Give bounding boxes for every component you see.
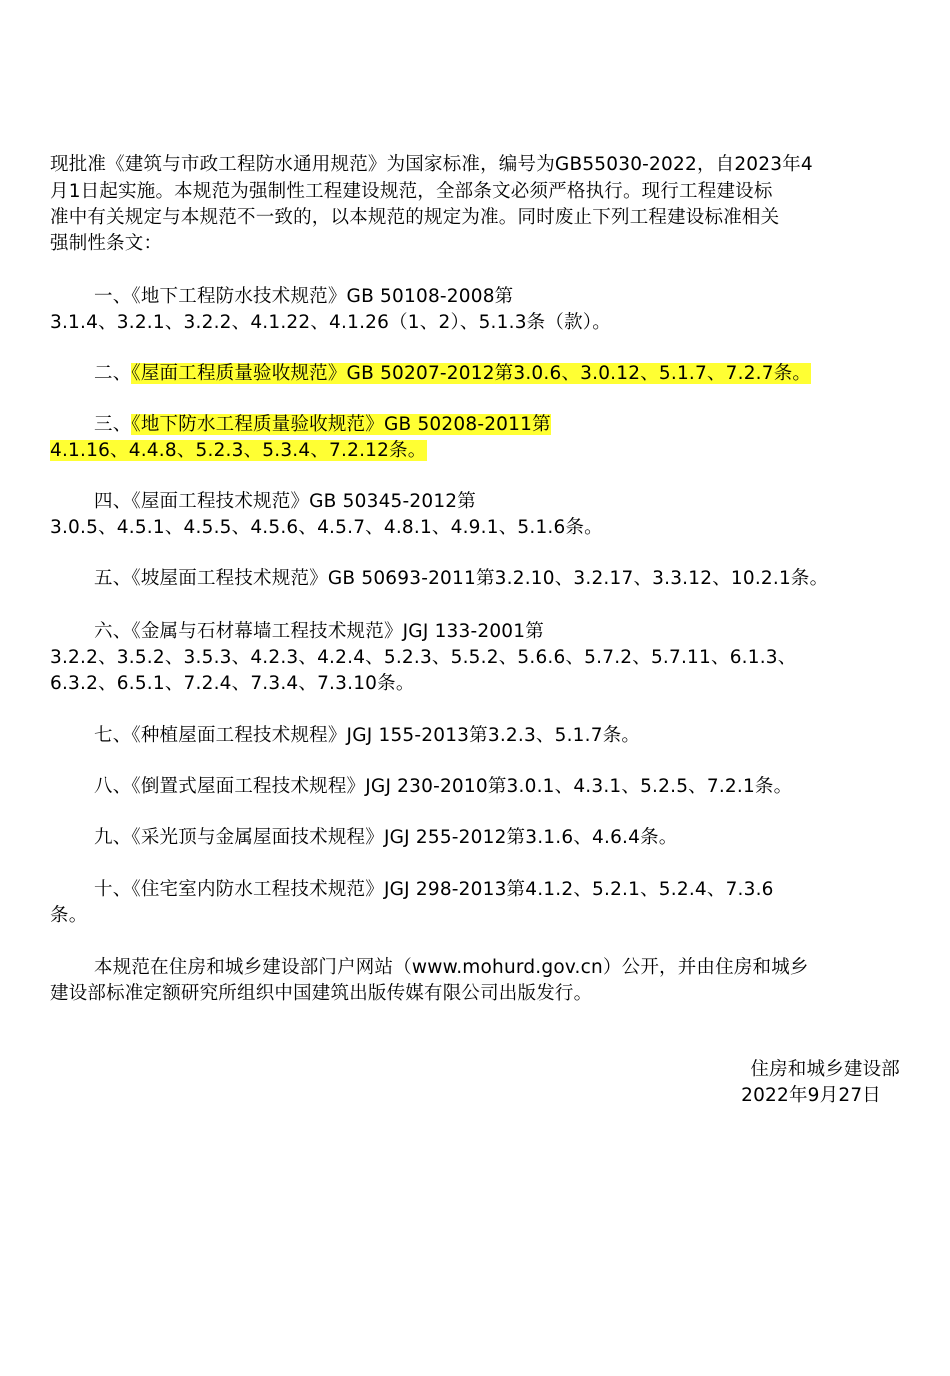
intro-line-3: 准中有关规定与本规范不一致的，以本规范的规定为准。同时废止下列工程建设标准相关 [50, 207, 780, 228]
signature-date: 2022年9月27日 [741, 1085, 881, 1106]
signature-org: 住房和城乡建设部 [750, 1059, 900, 1080]
item-6-title: 六、《金属与石材幕墙工程技术规范》JGJ 133-2001第 [94, 621, 544, 642]
item-10-end: 条。 [50, 905, 88, 926]
intro-line-2: 月1日起实施。本规范为强制性工程建设规范，全部条文必须严格执行。现行工程建设标 [50, 181, 773, 202]
item-2 [94, 361, 811, 387]
item-4-title: 四、《屋面工程技术规范》GB 50345-2012第 [94, 491, 476, 512]
item-2-prefix: 二、 [94, 363, 132, 384]
item-6-clauses-1: 3.2.2、3.5.2、3.5.3、4.2.3、4.2.4、5.2.3、5.5.2、5.6.6、5.7.2、5.7.11、6.1.3、 [50, 647, 797, 668]
item-3-highlighted-title: 《地下防水工程质量验收规范》GB 50208-2011第 [131, 414, 551, 435]
item-5: 五、《坡屋面工程技术规范》GB 50693-2011第3.2.10、3.2.17、3.3.12、10.2.1条。 [94, 568, 829, 589]
item-3-prefix: 三、 [94, 414, 132, 435]
item-2-highlighted-text: 《屋面工程质量验收规范》GB 50207-2012第3.0.6、3.0.12、5.1.7、7.2.7条。 [131, 363, 812, 384]
item-6-clauses-2: 6.3.2、6.5.1、7.2.4、7.3.4、7.3.10条。 [50, 673, 415, 694]
item-4-clauses: 3.0.5、4.5.1、4.5.5、4.5.6、4.5.7、4.8.1、4.9.1、5.1.6条。 [50, 517, 603, 538]
intro-line-1: 现批准《建筑与市政工程防水通用规范》为国家标准，编号为GB55030-2022，自2023年4 [50, 154, 813, 175]
item-8: 八、《倒置式屋面工程技术规程》JGJ 230-2010第3.0.1、4.3.1、5.2.5、7.2.1条。 [94, 776, 793, 797]
item-3-highlighted-clauses: 4.1.16、4.4.8、5.2.3、5.3.4、7.2.12条。 [50, 440, 427, 461]
item-3-clauses-line [50, 438, 427, 464]
intro-line-4: 强制性条文： [50, 233, 163, 254]
item-3-title [94, 412, 551, 438]
closing-line-1: 本规范在住房和城乡建设部门户网站（www.mohurd.gov.cn）公开，并由住房和城乡 [94, 957, 809, 978]
closing-line-2: 建设部标准定额研究所组织中国建筑出版传媒有限公司出版发行。 [50, 983, 593, 1004]
item-1-clauses: 3.1.4、3.2.1、3.2.2、4.1.22、4.1.26（1、2）、5.1.3条（款）。 [50, 312, 611, 333]
item-7: 七、《种植屋面工程技术规程》JGJ 155-2013第3.2.3、5.1.7条。 [94, 725, 641, 746]
item-9: 九、《采光顶与金属屋面技术规程》JGJ 255-2012第3.1.6、4.6.4条。 [94, 827, 678, 848]
item-10-title: 十、《住宅室内防水工程技术规范》JGJ 298-2013第4.1.2、5.2.1、5.2.4、7.3.6 [94, 879, 774, 900]
item-1-title: 一、《地下工程防水技术规范》GB 50108-2008第 [94, 286, 514, 307]
